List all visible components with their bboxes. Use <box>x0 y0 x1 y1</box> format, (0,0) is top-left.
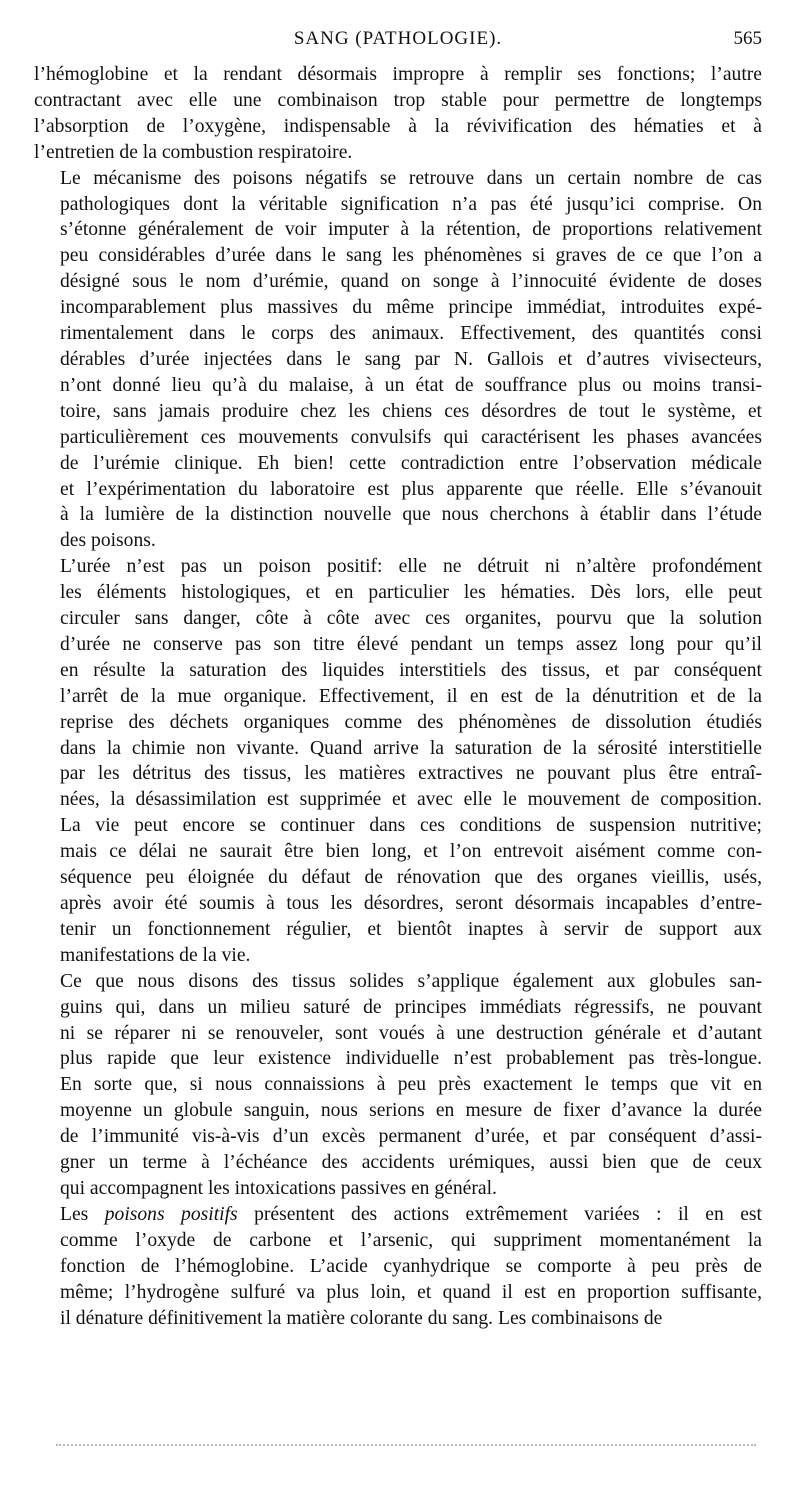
text-line: l’absorption de l’oxygène, indispensable à la révivification des hématies et à <box>34 115 762 137</box>
text-line: manifestations de la vie. <box>60 944 251 966</box>
text-line: incomparablement plus massives du même principe immédiat, introduites expé- <box>60 297 762 319</box>
text-line: les éléments histologiques, et en particulier les hématies. Dès lors, elle peut <box>60 582 762 604</box>
text-line: de l’immunité vis-à-vis d’un excès permanent d’urée, et par conséquent d’assi- <box>60 1126 762 1148</box>
text-line: après avoir été soumis à tous les désordres, seront désormais incapables d’entre- <box>60 893 762 914</box>
text-line: La vie peut encore se continuer dans ces conditions de suspension nutritive; <box>60 815 762 837</box>
text-line: rimentalement dans le corps des animaux. Effectivement, des quantités consi <box>60 323 762 345</box>
text-line: L’urée n’est pas un poison positif: elle ne détruit ni n’altère profondément <box>60 556 762 578</box>
scan-artifact-dots <box>56 1444 756 1450</box>
text-line: en résulte la saturation des liquides interstitiels des tissus, et par conséquent <box>60 659 762 681</box>
text-line: En sorte que, si nous connaissions à peu près exactement le temps que vit en <box>60 1074 762 1096</box>
text-line: dérables d’urée injectées dans le sang par N. Gallois et d’autres vivisecteurs, <box>60 348 762 370</box>
text-line: des poisons. <box>60 530 156 552</box>
text-line: comme l’oxyde de carbone et l’arsenic, qui suppriment momentanément la <box>60 1229 762 1251</box>
text-line: de l’urémie clinique. Eh bien! cette contradiction entre l’observation médicale <box>60 452 762 474</box>
text-line: ni se réparer ni se renouveler, sont voués à une destruction générale et d’autant <box>60 1022 762 1044</box>
text-line: circuler sans danger, côte à côte avec ces organites, pourvu que la solution <box>60 608 762 630</box>
text-line: mais ce délai ne saurait être bien long, et l’on entrevoit aisément comme con- <box>60 841 762 863</box>
text-line: et l’expérimentation du laboratoire est plus apparente que réelle. Elle s’évanouit <box>60 478 762 500</box>
text-line: Ce que nous disons des tissus solides s’applique également aux globules san- <box>60 970 762 992</box>
text-line: gner un terme à l’échéance des accidents urémiques, aussi bien que de ceux <box>60 1152 762 1174</box>
text-line: guins qui, dans un milieu saturé de principes immédiats régressifs, ne pouvant <box>60 996 762 1018</box>
text-line: pathologiques dont la véritable signification n’a pas été jusqu’ici comprise. On <box>60 193 762 215</box>
text-line: l’entretien de la combustion respiratoire. <box>34 141 353 163</box>
text-line: s’étonne généralement de voir imputer à la rétention, de proportions relativement <box>60 219 762 241</box>
text-line: même; l’hydrogène sulfuré va plus loin, et quand il est en proportion suffisante, <box>60 1281 762 1303</box>
text-line: nées, la désassimilation est supprimée et avec elle le mouvement de composition. <box>60 789 762 811</box>
text-line: contractant avec elle une combinaison trop stable pour permettre de longtemps <box>34 89 762 111</box>
paragraph <box>34 1202 762 1332</box>
running-header <box>34 26 762 52</box>
text-line: l’hémoglobine et la rendant désormais impropre à remplir ses fonctions; l’autre <box>34 64 762 85</box>
text-line: dans la chimie non vivante. Quand arrive la saturation de la sérosité interstitielle <box>60 737 762 759</box>
running-title: SANG (PATHOLOGIE). <box>293 28 503 49</box>
text-line: toire, sans jamais produire chez les chiens ces désordres de tout le système, et <box>60 400 762 422</box>
text-line: par les détritus des tissus, les matières extractives ne pouvant plus être entraî- <box>60 763 762 785</box>
text-line: moyenne un globule sanguin, nous serions en mesure de fixer d’avance la durée <box>60 1100 762 1122</box>
text-line: fonction de l’hémoglobine. L’acide cyanhydrique se comporte à peu près de <box>60 1255 762 1277</box>
text-line: reprise des déchets organiques comme des phénomènes de dissolution étudiés <box>60 711 762 733</box>
text-line: Le mécanisme des poisons négatifs se retrouve dans un certain nombre de cas <box>60 167 762 189</box>
paragraph <box>34 62 762 166</box>
text-line: qui accompagnent les intoxications passives en général. <box>60 1177 497 1199</box>
text-line: séquence peu éloignée du défaut de rénovation que des organes vieillis, usés, <box>60 867 762 889</box>
text-line: tenir un fonctionnement régulier, et bientôt inaptes à servir de support aux <box>60 918 762 940</box>
paragraph <box>34 554 762 969</box>
paragraph <box>34 969 762 1202</box>
text-line: particulièrement ces mouvements convulsifs qui caractérisent les phases avancées <box>60 426 762 448</box>
text-line: l’arrêt de la mue organique. Effectivement, il en est de la dénutrition et de la <box>60 685 762 707</box>
text-line: plus rapide que leur existence individuelle n’est probablement pas très-longue. <box>60 1048 762 1070</box>
text-line: désigné sous le nom d’urémie, quand on songe à l’innocuité évidente de doses <box>60 271 762 293</box>
text-line: à la lumière de la distinction nouvelle que nous cherchons à établir dans l’étude <box>60 504 762 526</box>
text-line: d’urée ne conserve pas son titre élevé pendant un temps assez long pour qu’il <box>60 633 762 655</box>
text-line: Les poisons positifs présentent des actions extrêmement variées : il en est <box>60 1203 762 1225</box>
italic-term: poisons positifs <box>104 1203 238 1225</box>
text-line: peu considérables d’urée dans le sang les phénomènes si graves de ce que l’on a <box>60 245 762 267</box>
body-text <box>34 62 762 1331</box>
text-line: n’ont donné lieu qu’à du malaise, à un état de souffrance plus ou moins transi- <box>60 374 762 396</box>
paragraph <box>34 166 762 555</box>
text-line: il dénature définitivement la matière colorante du sang. Les combinaisons de <box>60 1307 663 1329</box>
page-number: 565 <box>733 28 762 49</box>
